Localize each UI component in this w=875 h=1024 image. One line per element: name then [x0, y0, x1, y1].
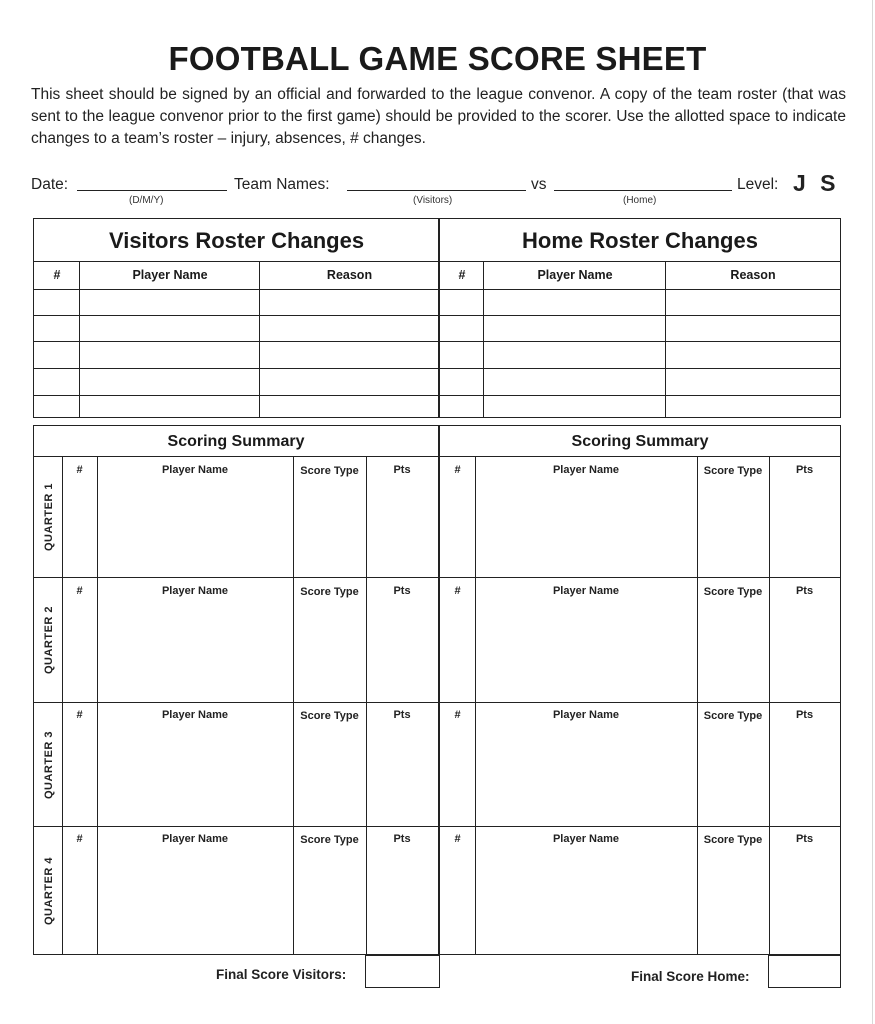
info-row [31, 170, 846, 204]
home-roster-title: Home Roster Changes [440, 219, 840, 262]
intro-text: This sheet should be signed by an official and forwarded to the league convenor. A copy of the team roster (that was sent to the league convenor prior to the first game) should be provided to the scorer. Use the allotted space to indicate changes to a team’s roster – injury, absences, # changes. [31, 86, 846, 147]
visitors-roster [34, 219, 439, 417]
q2-visitors-col-num: # [76, 585, 83, 597]
visitors-roster-col-reason: Reason [326, 268, 373, 282]
visitors-roster-col-num: # [53, 268, 61, 282]
q3-visitors-col-num: # [76, 709, 83, 721]
quarter-4-label: QUARTER 4 [42, 856, 55, 925]
date-sub-label: (D/M/Y) [129, 195, 164, 206]
visitors-roster-title: Visitors Roster Changes [34, 219, 439, 262]
q1-visitors-col-num: # [76, 464, 83, 476]
quarter-3-label: QUARTER 3 [42, 730, 55, 799]
q3-visitors-col-score-type: Score Type [300, 710, 359, 722]
home-sub-label: (Home) [623, 195, 657, 206]
q2-visitors-col-pts: Pts [393, 585, 411, 597]
visitors-team-field[interactable] [347, 189, 526, 191]
q2-home-col-score-type: Score Type [703, 586, 763, 598]
final-score-visitors-label: Final Score Visitors: [216, 967, 347, 982]
home-roster-col-player: Player Name [537, 268, 613, 282]
visitors-sub-label: (Visitors) [413, 195, 453, 206]
scoring-summary-table [33, 425, 841, 955]
quarter-2-label: QUARTER 2 [42, 605, 55, 675]
visitors-roster-col-player: Player Name [132, 268, 208, 282]
q3-visitors-col-player: Player Name [161, 709, 229, 721]
q4-visitors-col-score-type: Score Type [300, 834, 359, 846]
final-score-home-field[interactable] [768, 955, 841, 988]
visitors-scoring-title: Scoring Summary [167, 433, 305, 450]
date-label: Date: [31, 176, 69, 193]
date-field[interactable] [77, 189, 227, 191]
q1-home-col-player: Player Name [552, 464, 620, 476]
final-score-home-label: Final Score Home: [631, 969, 750, 984]
q4-visitors-col-player: Player Name [161, 833, 229, 845]
q2-home-col-player: Player Name [552, 585, 620, 597]
q3-visitors-col-pts: Pts [393, 709, 411, 721]
team-names-label: Team Names: [234, 176, 330, 193]
q1-home-col-num: # [454, 464, 461, 476]
q4-home-col-score-type: Score Type [703, 834, 763, 846]
q2-visitors-col-player: Player Name [161, 585, 229, 597]
q1-visitors-col-score-type: Score Type [300, 465, 359, 477]
home-roster-col-reason: Reason [730, 268, 776, 282]
q4-visitors-col-pts: Pts [393, 833, 411, 845]
q3-home-col-pts: Pts [795, 709, 814, 721]
q4-home-col-player: Player Name [552, 833, 620, 845]
q3-home-col-score-type: Score Type [703, 710, 763, 722]
q4-home-col-pts: Pts [795, 833, 814, 845]
page-edge [872, 0, 873, 1024]
q1-home-col-score-type: Score Type [703, 465, 763, 477]
vs-label: vs [531, 176, 547, 193]
level-label: Level: [737, 176, 779, 193]
level-value: J S [793, 170, 840, 196]
page-title: FOOTBALL GAME SCORE SHEET [168, 40, 707, 77]
home-team-field[interactable] [554, 189, 732, 191]
scoring-divider [438, 426, 440, 954]
q4-visitors-col-num: # [76, 833, 83, 845]
home-roster-col-num: # [458, 268, 466, 282]
roster-changes-table [33, 218, 841, 418]
q1-home-col-pts: Pts [795, 464, 814, 476]
final-score-visitors-field[interactable] [365, 955, 440, 988]
q2-home-col-pts: Pts [795, 585, 814, 597]
q1-visitors-col-pts: Pts [393, 464, 411, 476]
q1-visitors-col-player: Player Name [161, 464, 229, 476]
quarter-1-label: QUARTER 1 [42, 482, 55, 552]
q2-home-col-num: # [454, 585, 461, 597]
q3-home-col-player: Player Name [552, 709, 620, 721]
home-roster [440, 219, 840, 417]
q2-visitors-col-score-type: Score Type [300, 586, 359, 598]
q4-home-col-num: # [454, 833, 461, 845]
q3-home-col-num: # [454, 709, 461, 721]
home-scoring-title: Scoring Summary [571, 433, 709, 450]
